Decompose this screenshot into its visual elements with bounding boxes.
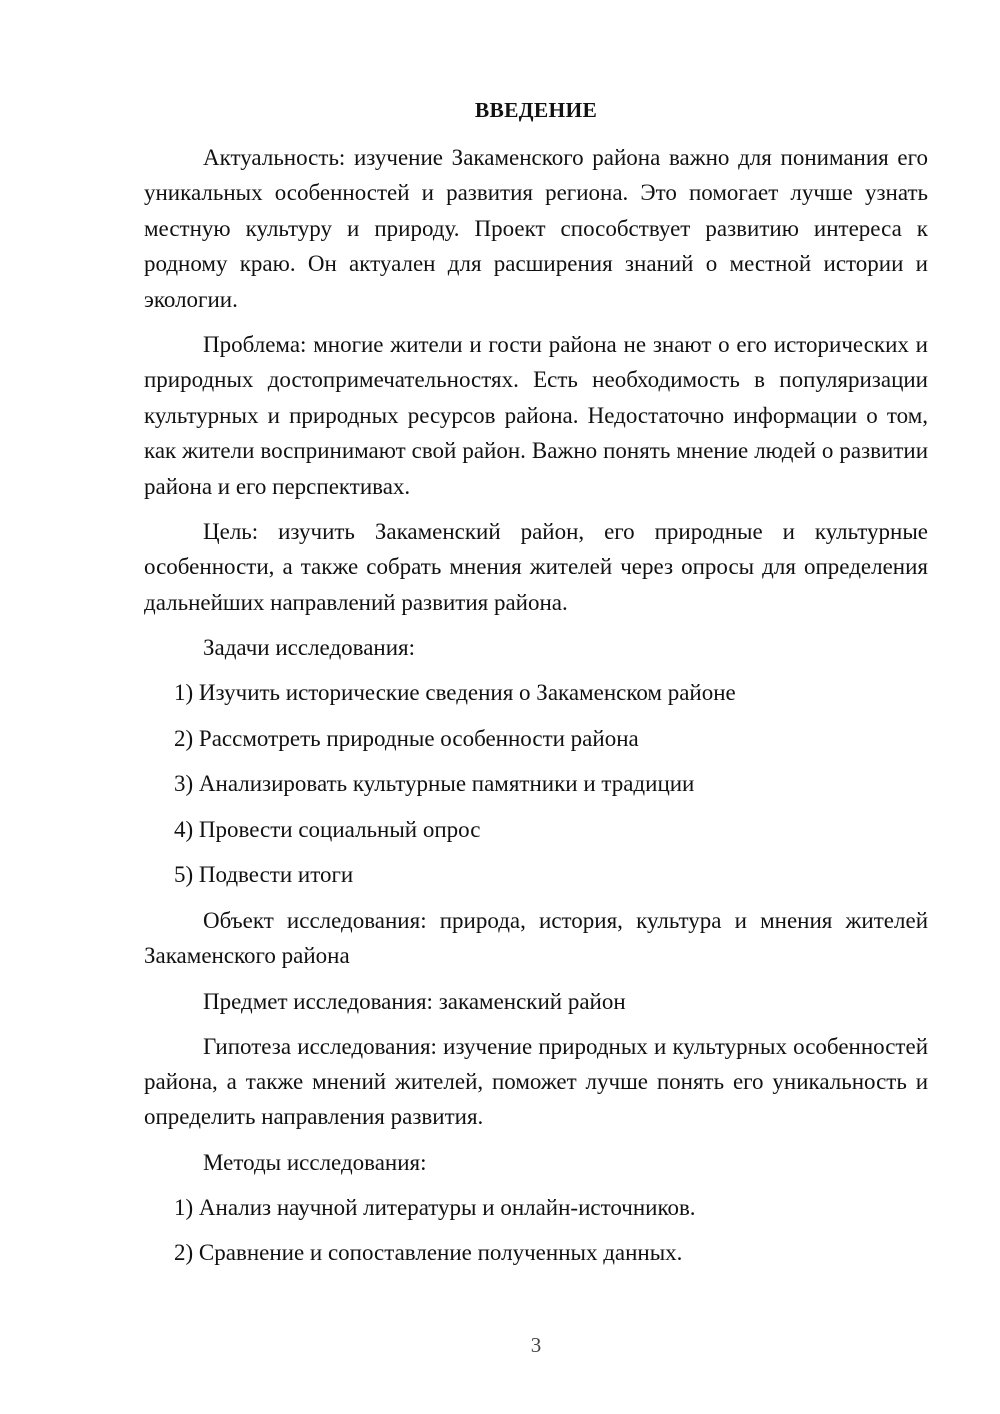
goal-paragraph: Цель: изучить Закаменский район, его природные и культурные особенности, а также собрать мнения жителей через опросы для определения дальнейших направлений развития района.: [144, 519, 928, 615]
methods-heading: Методы исследования:: [203, 1149, 427, 1175]
task-item-1: 1) Изучить исторические сведения о Закаменском районе: [174, 680, 736, 706]
task-item-5: 5) Подвести итоги: [174, 862, 354, 888]
hypothesis-paragraph: Гипотеза исследования: изучение природных и культурных особенностей района, а также мнений жителей, поможет лучше понять его уникальность и определить направления развития.: [144, 1033, 928, 1130]
task-item-3: 3) Анализировать культурные памятники и традиции: [174, 771, 695, 797]
subject-paragraph: Предмет исследования: закаменский район: [203, 988, 626, 1014]
relevance-paragraph: Актуальность: изучение Закаменского района важно для понимания его уникальных особенностей и развития региона. Это помогает лучше узнать местную культуру и природу. Проект способствует развитию интереса к родному краю. Он актуален для расширения знаний о местной истории и экологии.: [144, 145, 928, 312]
task-item-2: 2) Рассмотреть природные особенности района: [174, 725, 639, 751]
page-number: 3: [530, 1333, 542, 1357]
task-item-4: 4) Провести социальный опрос: [174, 816, 481, 842]
page-title: ВВЕДЕНИЕ: [474, 98, 598, 122]
problem-paragraph: Проблема: многие жители и гости района не знают о его исторических и природных достопримечательностях. Есть необходимость в популяризации культурных и природных ресурсов района. Недостаточно информации о том, как жители воспринимают свой район. Важно понять мнение людей о развитии района и его перспективах.: [144, 332, 928, 499]
method-item-2: 2) Сравнение и сопоставление полученных данных.: [174, 1240, 683, 1266]
tasks-heading: Задачи исследования:: [203, 635, 416, 661]
method-item-1: 1) Анализ научной литературы и онлайн-источников.: [174, 1194, 696, 1220]
page-content: [144, 96, 928, 1281]
object-paragraph: Объект исследования: природа, история, культура и мнения жителей Закаменского района: [144, 907, 928, 969]
